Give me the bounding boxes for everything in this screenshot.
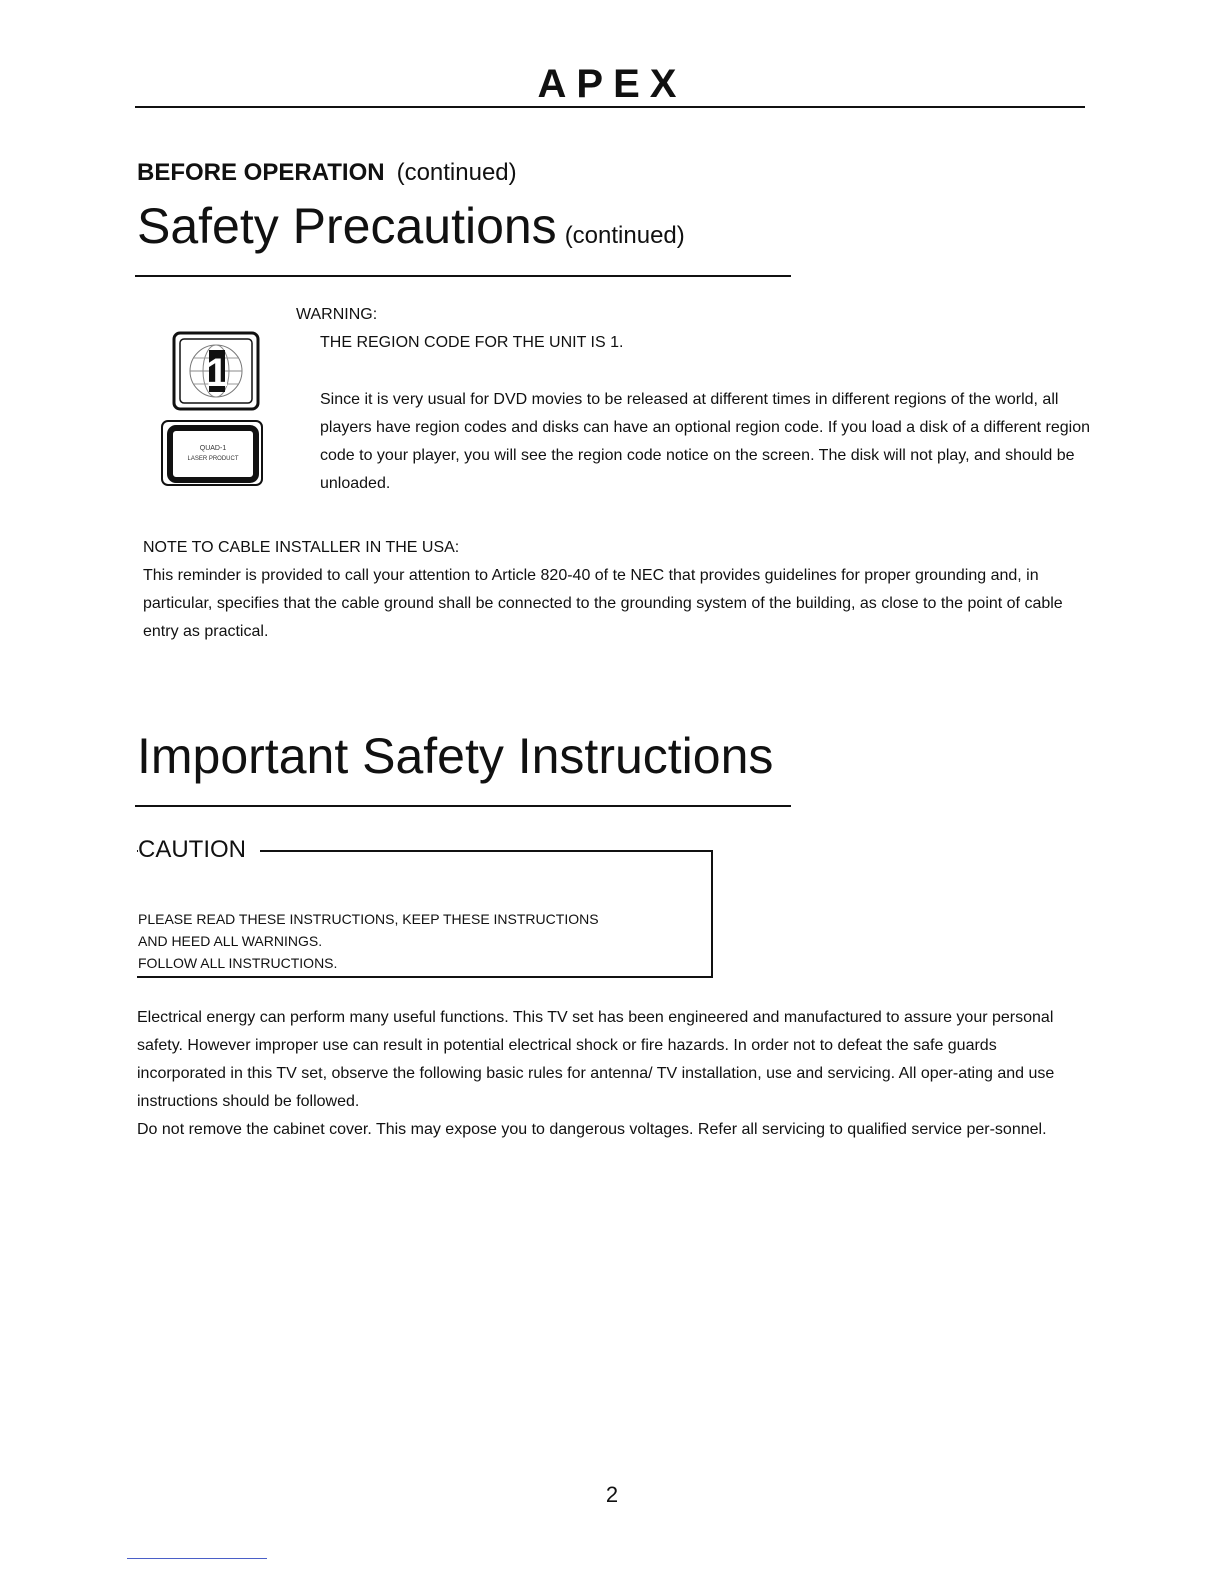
instructions-body <box>137 1004 1087 1144</box>
apex-logo: APEX <box>537 62 687 106</box>
section-heading <box>137 158 517 188</box>
laser-product-icon <box>160 419 266 491</box>
header-rule <box>135 106 1085 108</box>
region-code-line: THE REGION CODE FOR THE UNIT IS 1. <box>320 334 624 351</box>
section-title: BEFORE OPERATION <box>137 159 385 186</box>
caution-lines <box>138 908 599 974</box>
page-number: 2 <box>605 1482 619 1507</box>
safety-continued: (continued) <box>564 222 685 249</box>
instructions-title-rule <box>135 805 791 807</box>
caution-line-2: AND HEED ALL WARNINGS. <box>138 933 323 949</box>
caution-line-3: FOLLOW ALL INSTRUCTIONS. <box>138 955 338 971</box>
region-code-globe-icon <box>160 330 264 412</box>
instructions-paragraph-2: Do not remove the cabinet cover. This may expose you to dangerous voltages. Refer all servicing to qualified service per-sonnel. <box>137 1121 1047 1138</box>
warning-label: WARNING: <box>296 306 378 323</box>
dvd-icon-line-1: QUAD-1 <box>199 445 227 452</box>
footer-link-underline <box>127 1558 267 1559</box>
important-safety-instructions-title: Important Safety Instructions <box>137 728 774 784</box>
cable-note-paragraph: This reminder is provided to call your attention to Article 820-40 of te NEC that provides guidelines for proper grounding and, in particular, specifies that the cable ground shall be connected to the grounding system of the building, as close to the point of cable entry as practical. <box>143 567 1063 640</box>
region-warning-paragraph: Since it is very usual for DVD movies to be released at different times in different regions of the world, all players have region codes and disks can have an optional region code. If you load a disk of a different region code to your player, you will see the region code notice on the screen. The disk will not play, and should be unloaded. <box>320 391 1090 492</box>
cable-note-title: NOTE TO CABLE INSTALLER IN THE USA: <box>143 539 460 556</box>
safety-precautions-title <box>137 196 685 266</box>
caution-label: CAUTION <box>138 836 260 864</box>
region-icon-number: 1 <box>205 351 229 395</box>
caution-line-1: PLEASE READ THESE INSTRUCTIONS, KEEP THESE INSTRUCTIONS <box>138 911 599 927</box>
safety-title: Safety Precautions <box>137 198 557 254</box>
dvd-icon-line-2: LASER PRODUCT <box>187 456 239 462</box>
section-continued: (continued) <box>396 159 517 186</box>
instructions-paragraph-1: Electrical energy can perform many useful functions. This TV set has been engineered and manufactured to assure your personal safety. However improper use can result in potential electrical shock or fire hazards. In order not to defeat the safe guards incorporated in this TV set, observe the following basic rules for antenna/ TV installation, use and servicing. All oper-ating and use instructions should be followed. <box>137 1009 1055 1110</box>
safety-title-rule <box>135 275 791 277</box>
